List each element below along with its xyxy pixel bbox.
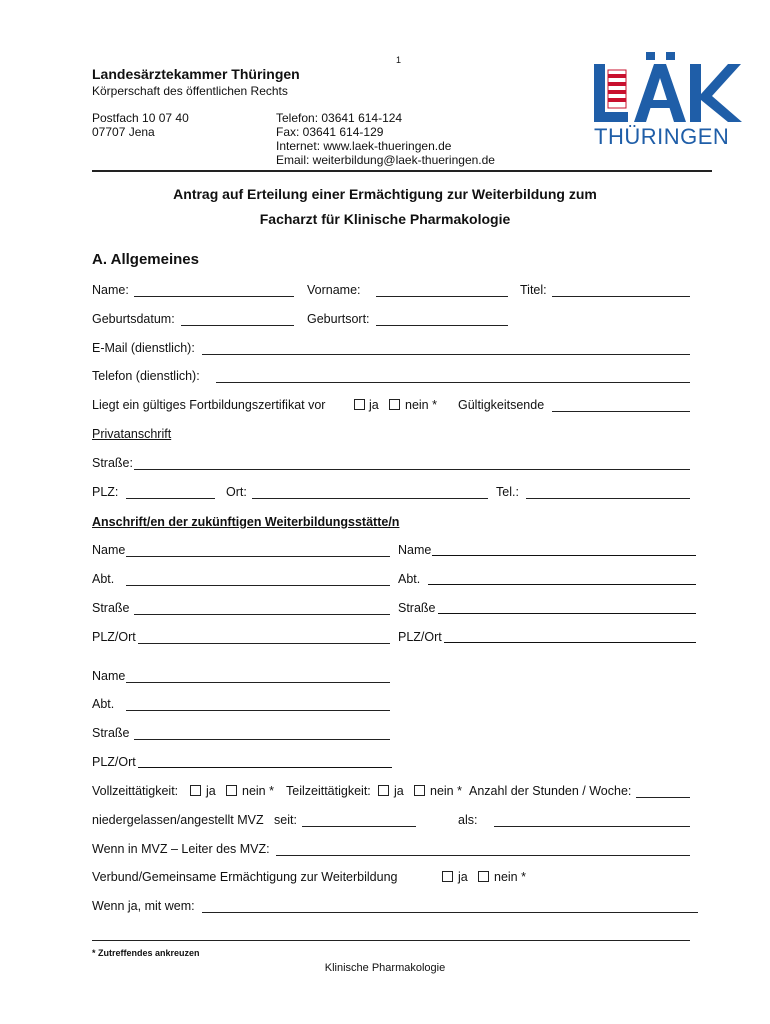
verbund-nein-checkbox[interactable] xyxy=(478,871,489,882)
mvz-leiter-label: Wenn in MVZ – Leiter des MVZ: xyxy=(92,842,270,856)
teilzeit-ja-label: ja xyxy=(394,784,404,798)
ws3-plzort-label: PLZ/Ort xyxy=(92,755,136,769)
city: 07707 Jena xyxy=(92,125,155,139)
page-footer: Klinische Pharmakologie xyxy=(324,962,446,974)
fortbildung-nein-checkbox[interactable] xyxy=(389,399,400,410)
ws2-name-field[interactable] xyxy=(432,555,696,556)
seit-field[interactable] xyxy=(302,826,416,827)
fortbildung-nein-label: nein * xyxy=(405,398,437,412)
ws1-strasse-label: Straße xyxy=(92,601,130,615)
email-link[interactable]: Email: weiterbildung@laek-thueringen.de xyxy=(276,153,495,167)
email-field[interactable] xyxy=(202,354,690,355)
gueltigkeitsende-field[interactable] xyxy=(552,411,690,412)
ws2-plzort-label: PLZ/Ort xyxy=(398,630,442,644)
gueltigkeitsende-label: Gültigkeitsende xyxy=(458,398,545,412)
geburtsort-label: Geburtsort: xyxy=(307,312,370,326)
footnote: * Zutreffendes ankreuzen xyxy=(92,948,200,958)
ws3-name-label: Name xyxy=(92,669,126,683)
ws1-plzort-field[interactable] xyxy=(138,643,390,644)
ws2-abt-field[interactable] xyxy=(428,584,696,585)
fax: Fax: 03641 614-129 xyxy=(276,125,384,139)
ws1-abt-field[interactable] xyxy=(126,585,390,586)
verbund-nein-label: nein * xyxy=(494,870,526,884)
page-number: 1 xyxy=(396,55,402,65)
geburtsdatum-field[interactable] xyxy=(181,325,294,326)
logo-text: THÜRINGEN xyxy=(594,124,730,149)
als-field[interactable] xyxy=(494,826,690,827)
vollzeit-ja-label: ja xyxy=(206,784,216,798)
vollzeit-ja-checkbox[interactable] xyxy=(190,785,201,796)
stunden-field[interactable] xyxy=(636,797,690,798)
telefon-label: Telefon (dienstlich): xyxy=(92,369,200,383)
strasse-field[interactable] xyxy=(134,469,690,470)
vollzeit-nein-checkbox[interactable] xyxy=(226,785,237,796)
form-title-line1: Antrag auf Erteilung einer Ermächtigung zur Weiterbildung zum xyxy=(173,186,597,202)
internet[interactable]: Internet: www.laek-thueringen.de xyxy=(276,139,452,153)
vollzeit-nein-label: nein * xyxy=(242,784,274,798)
verbund-label: Verbund/Gemeinsame Ermächtigung zur Weiterbildung xyxy=(92,870,398,884)
titel-label: Titel: xyxy=(520,283,547,297)
teilzeit-label: Teilzeittätigkeit: xyxy=(286,784,371,798)
email-label: E-Mail (dienstlich): xyxy=(92,341,195,355)
wenn-ja-label: Wenn ja, mit wem: xyxy=(92,899,195,913)
phone: Telefon: 03641 614-124 xyxy=(276,111,403,125)
ws2-strasse-field[interactable] xyxy=(438,613,696,614)
fortbildung-ja-checkbox[interactable] xyxy=(354,399,365,410)
vorname-field[interactable] xyxy=(376,296,508,297)
geburtsdatum-label: Geburtsdatum: xyxy=(92,312,175,326)
org-subtitle: Körperschaft des öffentlichen Rechts xyxy=(92,84,288,98)
teilzeit-ja-checkbox[interactable] xyxy=(378,785,389,796)
teilzeit-nein-label: nein * xyxy=(430,784,462,798)
teilzeit-nein-checkbox[interactable] xyxy=(414,785,425,796)
strasse-label: Straße: xyxy=(92,456,133,470)
geburtsort-field[interactable] xyxy=(376,325,508,326)
ws2-abt-label: Abt. xyxy=(398,572,421,586)
form-title-line2: Facharzt für Klinische Pharmakologie xyxy=(259,211,511,227)
ws1-name-label: Name xyxy=(92,543,126,557)
weiterbildung-heading: Anschrift/en der zukünftigen Weiterbildungsstätte/n xyxy=(92,515,400,529)
plz-label: PLZ: xyxy=(92,485,119,499)
wenn-ja-field[interactable] xyxy=(202,912,698,913)
verbund-ja-checkbox[interactable] xyxy=(442,871,453,882)
wenn-ja-field-2[interactable] xyxy=(92,940,690,941)
ws3-name-field[interactable] xyxy=(126,682,390,683)
ws2-plzort-field[interactable] xyxy=(444,642,696,643)
ws3-strasse-field[interactable] xyxy=(134,739,390,740)
ws3-abt-field[interactable] xyxy=(126,710,390,711)
seit-label: seit: xyxy=(274,813,297,827)
ws1-strasse-field[interactable] xyxy=(134,614,390,615)
ort-field[interactable] xyxy=(252,498,488,499)
stunden-label: Anzahl der Stunden / Woche: xyxy=(469,784,632,798)
tel-field[interactable] xyxy=(526,498,690,499)
ws2-strasse-label: Straße xyxy=(398,601,436,615)
name-field[interactable] xyxy=(134,296,294,297)
telefon-field[interactable] xyxy=(216,382,690,383)
fortbildung-ja-label: ja xyxy=(369,398,379,412)
ws3-plzort-field[interactable] xyxy=(138,767,392,768)
vorname-label: Vorname: xyxy=(307,283,361,297)
niedergelassen-label: niedergelassen/angestellt MVZ xyxy=(92,813,264,827)
vollzeit-label: Vollzeittätigkeit: xyxy=(92,784,179,798)
titel-field[interactable] xyxy=(552,296,690,297)
section-a-heading: A. Allgemeines xyxy=(92,251,199,268)
ws2-name-label: Name xyxy=(398,543,432,557)
plz-field[interactable] xyxy=(126,498,215,499)
header-divider xyxy=(92,170,712,172)
tel-label: Tel.: xyxy=(496,485,519,499)
mvz-leiter-field[interactable] xyxy=(276,855,690,856)
ws1-plzort-label: PLZ/Ort xyxy=(92,630,136,644)
privatanschrift-heading: Privatanschrift xyxy=(92,427,172,441)
ws1-name-field[interactable] xyxy=(126,556,390,557)
als-label: als: xyxy=(458,813,478,827)
name-label: Name: xyxy=(92,283,129,297)
org-name: Landesärztekammer Thüringen xyxy=(92,66,300,82)
postfach: Postfach 10 07 40 xyxy=(92,111,189,125)
ort-label: Ort: xyxy=(226,485,247,499)
ws3-strasse-label: Straße xyxy=(92,726,130,740)
verbund-ja-label: ja xyxy=(458,870,468,884)
fortbildung-label: Liegt ein gültiges Fortbildungszertifikat vor xyxy=(92,398,326,412)
ws3-abt-label: Abt. xyxy=(92,697,115,711)
ws1-abt-label: Abt. xyxy=(92,572,115,586)
